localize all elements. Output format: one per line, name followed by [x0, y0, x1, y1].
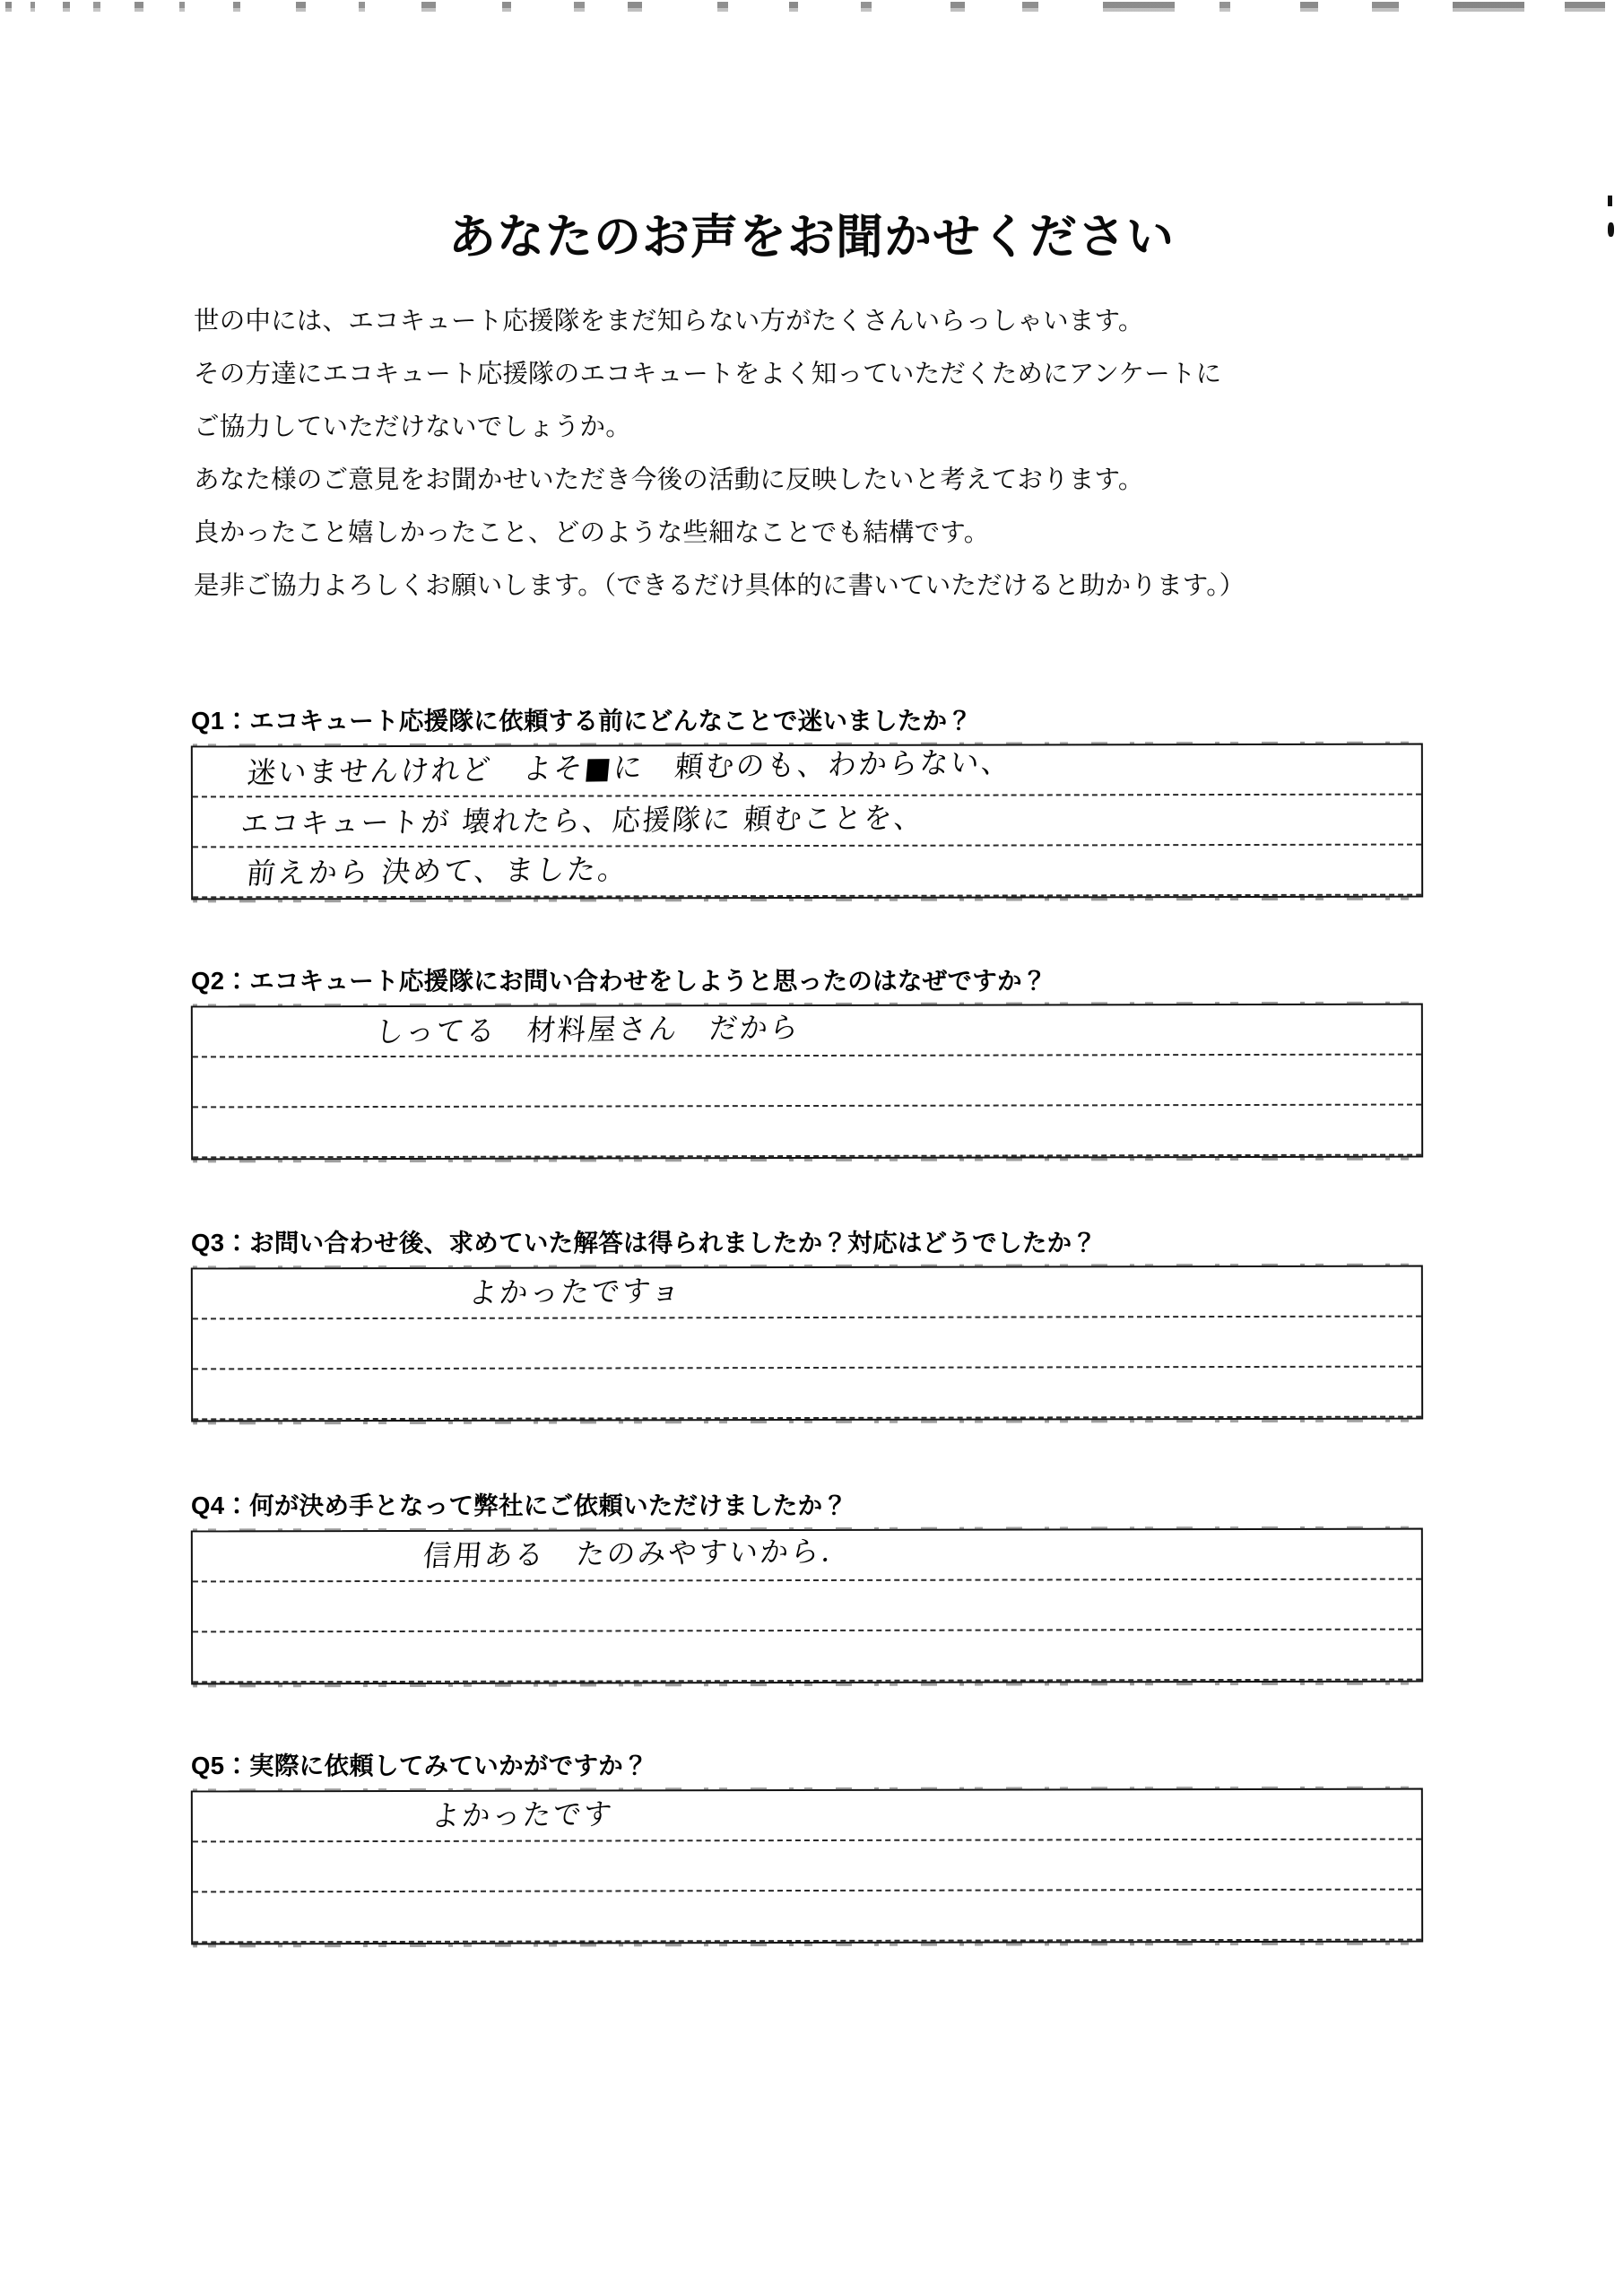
handwritten-answer-line: 前えから 決めて、ました。	[244, 852, 631, 891]
handwritten-answer-line: 迷いませんけれど よそ■に 頼むのも、わからない、	[246, 745, 1014, 791]
intro-line: 良かったこと嬉しかったこと、どのような些細なことでも結構です。	[194, 518, 990, 547]
scan-noise-bottom	[193, 1683, 1421, 1688]
question-block-q3	[191, 1222, 1423, 1421]
answer-row[interactable]	[193, 1318, 1421, 1370]
answer-row[interactable]	[193, 1005, 1421, 1058]
handwritten-answer-line	[193, 1660, 1623, 1677]
question-block-q2	[191, 961, 1423, 1159]
answer-box-q4[interactable]	[191, 1528, 1423, 1685]
handwritten-answer-line	[193, 1087, 1615, 1102]
answer-row[interactable]	[193, 846, 1421, 899]
answer-row[interactable]	[193, 1891, 1421, 1944]
question-block-q1	[191, 700, 1423, 899]
handwritten-answer-line	[193, 1349, 1623, 1364]
scan-noise-bottom	[193, 1158, 1421, 1163]
handwritten-answer-line	[193, 1922, 1623, 1938]
answer-row[interactable]	[193, 1056, 1421, 1109]
answer-row[interactable]	[193, 1790, 1421, 1843]
answer-row[interactable]	[193, 1106, 1421, 1159]
intro-line: ご協力していただけないでしょうか。	[194, 413, 631, 441]
answer-row[interactable]	[193, 1580, 1421, 1633]
question-block-q4	[191, 1485, 1423, 1683]
answer-row[interactable]	[193, 1530, 1421, 1583]
question-label-q3: Q3：お問い合わせ後、求めていた解答は得られましたか？対応はどうでしたか？	[191, 1229, 1098, 1257]
page-title: あなたのお声をお聞かせください	[448, 210, 1175, 264]
question-label-q2: Q2：エコキュート応援隊にお問い合わせをしようと思ったのはなぜですか？	[191, 967, 1047, 995]
question-block-q5	[191, 1745, 1423, 1944]
handwritten-answer-line	[193, 1872, 1623, 1888]
answer-row[interactable]	[193, 1267, 1421, 1320]
handwritten-answer-line	[193, 1610, 1623, 1627]
answer-box-q1[interactable]	[191, 744, 1423, 900]
answer-row[interactable]	[193, 1840, 1421, 1893]
answer-row[interactable]	[193, 745, 1421, 798]
handwritten-answer-line: 信用ある たのみやすいから.	[421, 1535, 835, 1574]
answer-row[interactable]	[193, 1368, 1421, 1421]
handwritten-answer-line: よかったですョ	[467, 1274, 684, 1311]
question-label-q5: Q5：実際に依頼してみていかがですか？	[191, 1752, 648, 1779]
handwritten-answer-line	[193, 1137, 1615, 1152]
answer-row[interactable]	[193, 1631, 1421, 1683]
intro-line: その方達にエコキュート応援隊のエコキュートをよく知っていただくためにアンケートに	[194, 360, 1222, 388]
intro-line: あなた様のご意見をお聞かせいただき今後の活動に反映したいと考えております。	[194, 465, 1144, 494]
handwritten-answer-line: しってる 材料屋さん だから	[374, 1011, 803, 1050]
handwritten-answer-line: エコキュートが 壊れたら、応援隊に 頼むことを、	[239, 801, 925, 841]
intro-line: 是非ご協力よろしくお願いします。（できるだけ具体的に書いていただけると助かります。）	[194, 571, 1245, 600]
intro-paragraph	[194, 309, 1467, 626]
answer-box-q5[interactable]	[191, 1788, 1423, 1945]
handwritten-answer-line: よかったです	[430, 1797, 616, 1834]
scan-noise-bottom	[193, 1420, 1421, 1425]
handwritten-answer-line	[193, 1399, 1623, 1414]
answer-box-q2[interactable]	[191, 1004, 1423, 1161]
scan-noise-band	[0, 2, 1623, 8]
intro-line: 世の中には、エコキュート応援隊をまだ知らない方がたくさんいらっしゃいます。	[194, 307, 1144, 335]
question-label-q4: Q4：何が決め手となって弊社にご依頼いただけましたか？	[191, 1492, 848, 1519]
question-label-q1: Q1：エコキュート応援隊に依頼する前にどんなことで迷いましたか？	[191, 707, 973, 735]
scan-noise-bottom	[193, 1943, 1421, 1948]
answer-box-q3[interactable]	[191, 1265, 1423, 1422]
scan-noise-bottom	[193, 898, 1421, 903]
scan-noise-band-secondary	[0, 8, 1623, 12]
